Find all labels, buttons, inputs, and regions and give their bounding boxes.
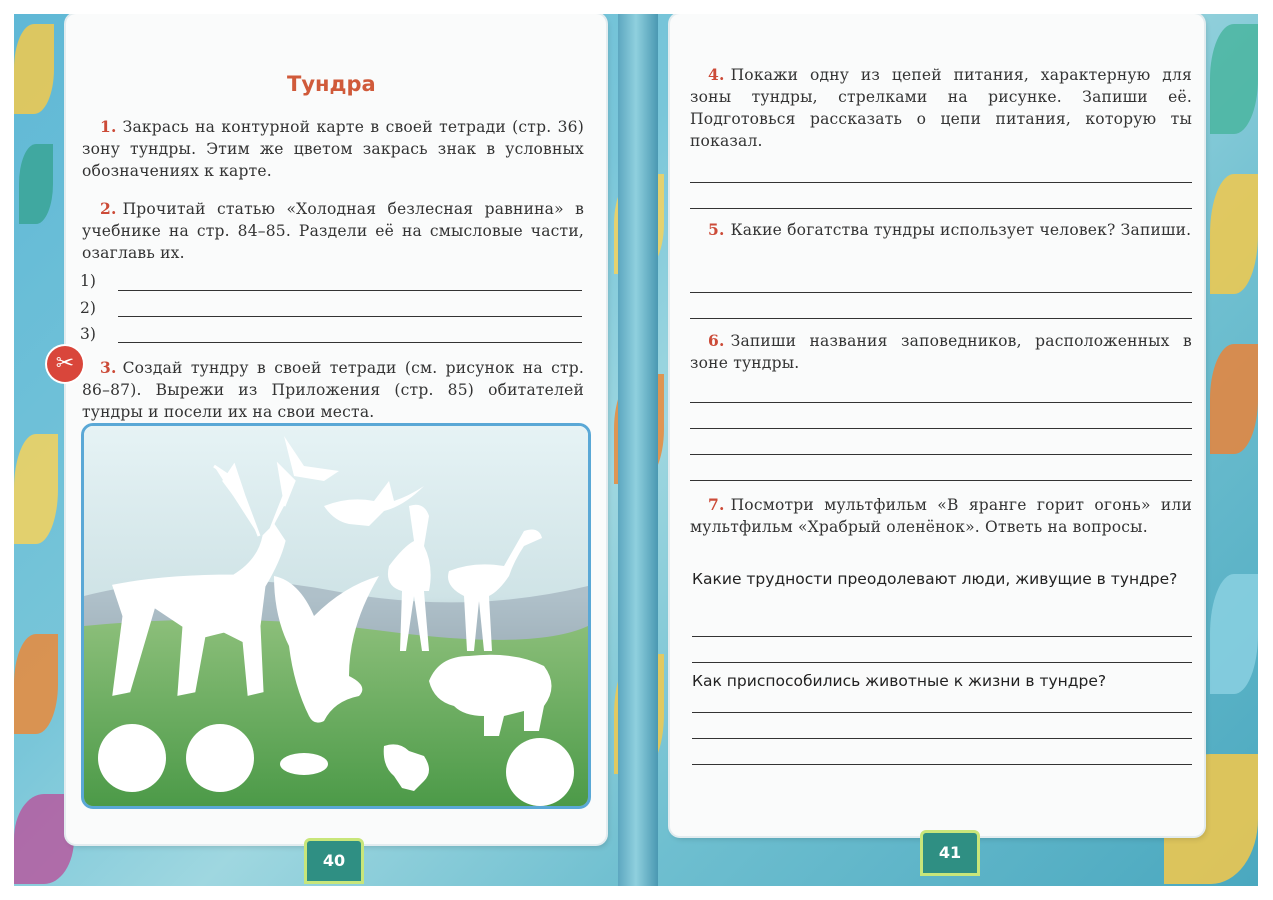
leaf-decoration	[14, 794, 74, 884]
answer-line[interactable]	[118, 342, 582, 343]
answer-line[interactable]	[692, 764, 1192, 765]
answer-line[interactable]	[692, 636, 1192, 637]
leaf-decoration	[1210, 344, 1258, 454]
answer-line[interactable]	[118, 316, 582, 317]
task-number: 3.	[100, 358, 117, 377]
task-number: 4.	[708, 65, 725, 84]
task-4	[690, 64, 1192, 152]
answer-line[interactable]	[690, 318, 1192, 319]
answer-line[interactable]	[690, 454, 1192, 455]
task-text: Какие богатства тундры использует человек? Запиши.	[730, 221, 1192, 239]
task-5	[690, 219, 1192, 241]
task-text: Посмотри мультфильм «В яранге горит огонь» или мультфильм «Храбрый оленёнок». Ответь на вопросы.	[690, 496, 1192, 536]
leaf-decoration	[14, 434, 58, 544]
task-6	[690, 330, 1192, 374]
task-number: 1.	[100, 117, 117, 136]
leaf-decoration	[1210, 24, 1258, 134]
book-spine	[618, 14, 658, 886]
task-text: Создай тундру в своей тетради (см. рисунок на стр. 86–87). Вырежи из Приложения (стр. 85) обитателей тундры и посели их на свои места.	[82, 359, 584, 421]
tundra-scene-svg	[84, 426, 588, 806]
answer-line[interactable]	[692, 738, 1192, 739]
page-number: 41	[920, 830, 980, 876]
leaf-decoration	[14, 24, 54, 114]
scissors-icon: ✂	[47, 346, 83, 382]
answer-line-number: 1)	[80, 272, 96, 290]
task-3	[82, 357, 584, 423]
task-number: 6.	[708, 331, 725, 350]
task-number: 2.	[100, 199, 117, 218]
answer-line[interactable]	[692, 712, 1192, 713]
task-number: 7.	[708, 495, 725, 514]
page-title: Тундра	[287, 72, 376, 96]
page-number: 40	[304, 838, 364, 884]
task-text: Покажи одну из цепей питания, характерную для зоны тундры, стрелками на рисунке. Запиши её. Подготовься рассказать о цепи питания, которую ты показал.	[690, 66, 1192, 150]
task-text: Прочитай статью «Холодная безлесная равнина» в учебнике на стр. 84–85. Раздели её на смысловые части, озаглавь их.	[82, 200, 584, 262]
answer-line[interactable]	[690, 208, 1192, 209]
lemming-silhouette	[280, 753, 328, 775]
task-text: Запиши названия заповедников, расположенных в зоне тундры.	[690, 332, 1192, 372]
answer-line[interactable]	[690, 182, 1192, 183]
task-text: Закрась на контурной карте в своей тетради (стр. 36) зону тундры. Этим же цветом закрась знак в условных обозначениях к карте.	[82, 118, 584, 180]
question-2: Как приспособились животные к жизни в тундре?	[692, 672, 1107, 690]
task-7	[690, 494, 1192, 538]
placement-circle	[98, 724, 166, 792]
answer-line-number: 2)	[80, 299, 96, 317]
answer-line[interactable]	[690, 402, 1192, 403]
leaf-decoration	[14, 634, 58, 734]
task-2	[82, 198, 584, 264]
leaf-decoration	[19, 144, 53, 224]
answer-line[interactable]	[690, 428, 1192, 429]
tundra-illustration	[81, 423, 591, 809]
placement-circle	[186, 724, 254, 792]
answer-line[interactable]	[118, 290, 582, 291]
task-1	[82, 116, 584, 182]
task-number: 5.	[708, 220, 725, 239]
leaf-decoration	[1210, 174, 1258, 294]
answer-line[interactable]	[692, 662, 1192, 663]
answer-line-number: 3)	[80, 325, 96, 343]
question-1: Какие трудности преодолевают люди, живущие в тундре?	[692, 570, 1178, 588]
answer-line[interactable]	[690, 480, 1192, 481]
leaf-decoration	[1210, 574, 1258, 694]
answer-line[interactable]	[690, 292, 1192, 293]
placement-circle	[506, 738, 574, 806]
